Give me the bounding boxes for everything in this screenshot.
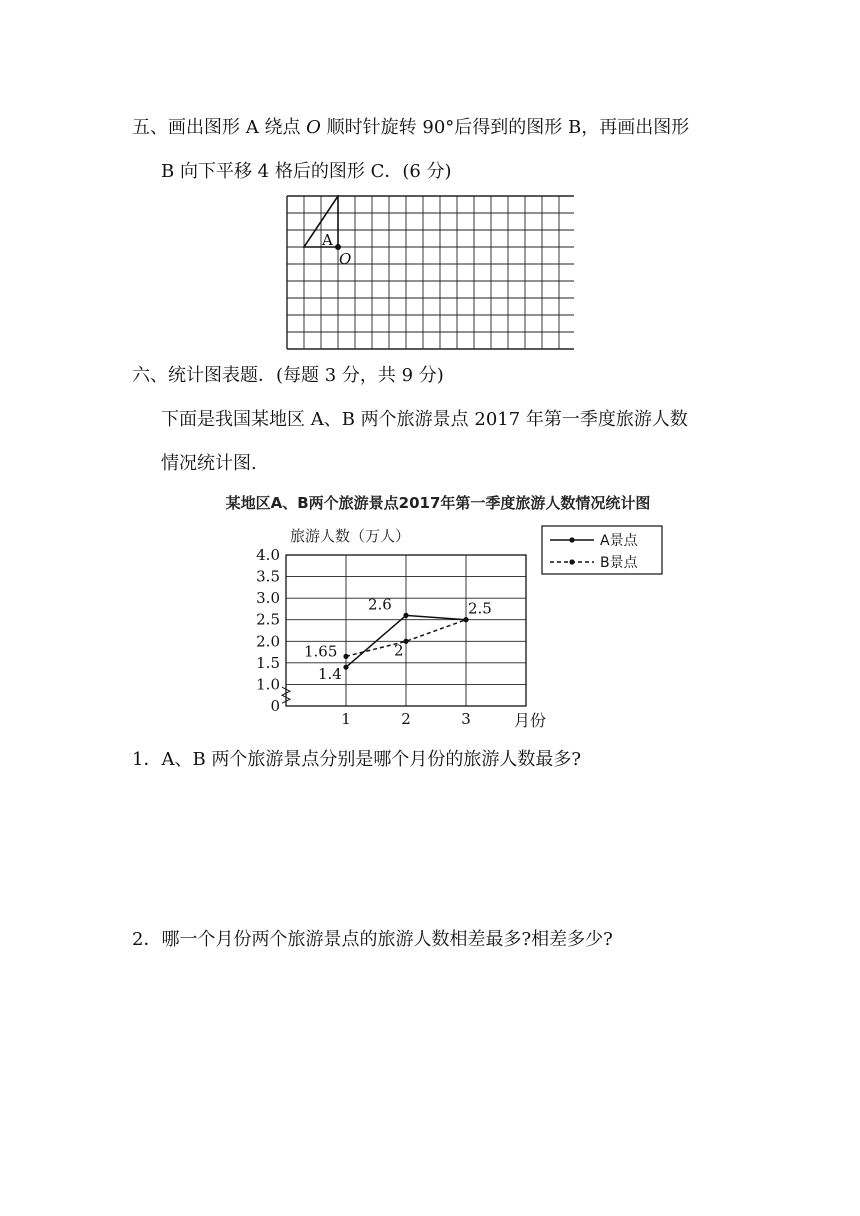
series-point-b [403,639,408,644]
x-tick-label: 3 [461,710,471,728]
y-tick-label: 3.5 [256,567,280,586]
chart-xlabel: 月份 [514,711,547,728]
section5-line1 [132,116,689,140]
y-tick-label: 1.0 [256,675,280,694]
data-label: 2 [394,641,404,660]
question-1: 1．A、B 两个旅游景点分别是哪个月份的旅游人数最多? [132,749,582,770]
chart-ylabel: 旅游人数（万人） [290,527,411,545]
series-point-b [463,617,468,622]
y-tick-label: 1.5 [256,653,280,672]
data-label: 2.6 [368,595,392,614]
question-2: 2．哪一个月份两个旅游景点的旅游人数相差最多?相差多少? [132,929,613,950]
series-point-a [403,613,408,618]
data-label: 1.65 [304,642,338,661]
y-tick-label: 2.0 [256,632,280,651]
y-tick-label: 3.0 [256,589,280,608]
legend-label: B景点 [600,555,638,571]
section6-intro-line1: 下面是我国某地区 A、B 两个旅游景点 2017 年第一季度旅游人数 [161,409,688,430]
line-chart [180,488,700,728]
x-tick-label: 2 [401,710,411,728]
point-o-label: O [306,117,321,138]
series-point-b [343,654,348,659]
y-tick-label: 0 [270,697,280,715]
x-tick-label: 1 [341,710,351,728]
section6-intro-line2: 情况统计图. [161,453,257,474]
legend-label: A景点 [600,533,638,549]
rotation-grid [286,195,574,351]
legend-marker [569,559,574,564]
section5-line1-post: 顺时针旋转 90°后得到的图形 B，再画出图形 [320,117,690,138]
data-label: 1.4 [318,665,342,684]
data-label: 2.5 [468,599,492,618]
point-o-grid-label: O [339,250,352,268]
chart-title: 某地区A、B两个旅游景点2017年第一季度旅游人数情况统计图 [225,494,651,512]
section6-heading: 六、统计图表题．(每题 3 分，共 9 分) [132,365,444,386]
y-tick-label: 2.5 [256,610,280,629]
section5-line1-pre: 五、画出图形 A 绕点 [132,117,307,138]
section5-line2: B 向下平移 4 格后的图形 C．(6 分) [161,161,452,182]
y-tick-label: 4.0 [256,546,280,564]
triangle-a-label: A [322,231,333,249]
legend-marker [569,537,574,542]
series-point-a [343,665,348,670]
